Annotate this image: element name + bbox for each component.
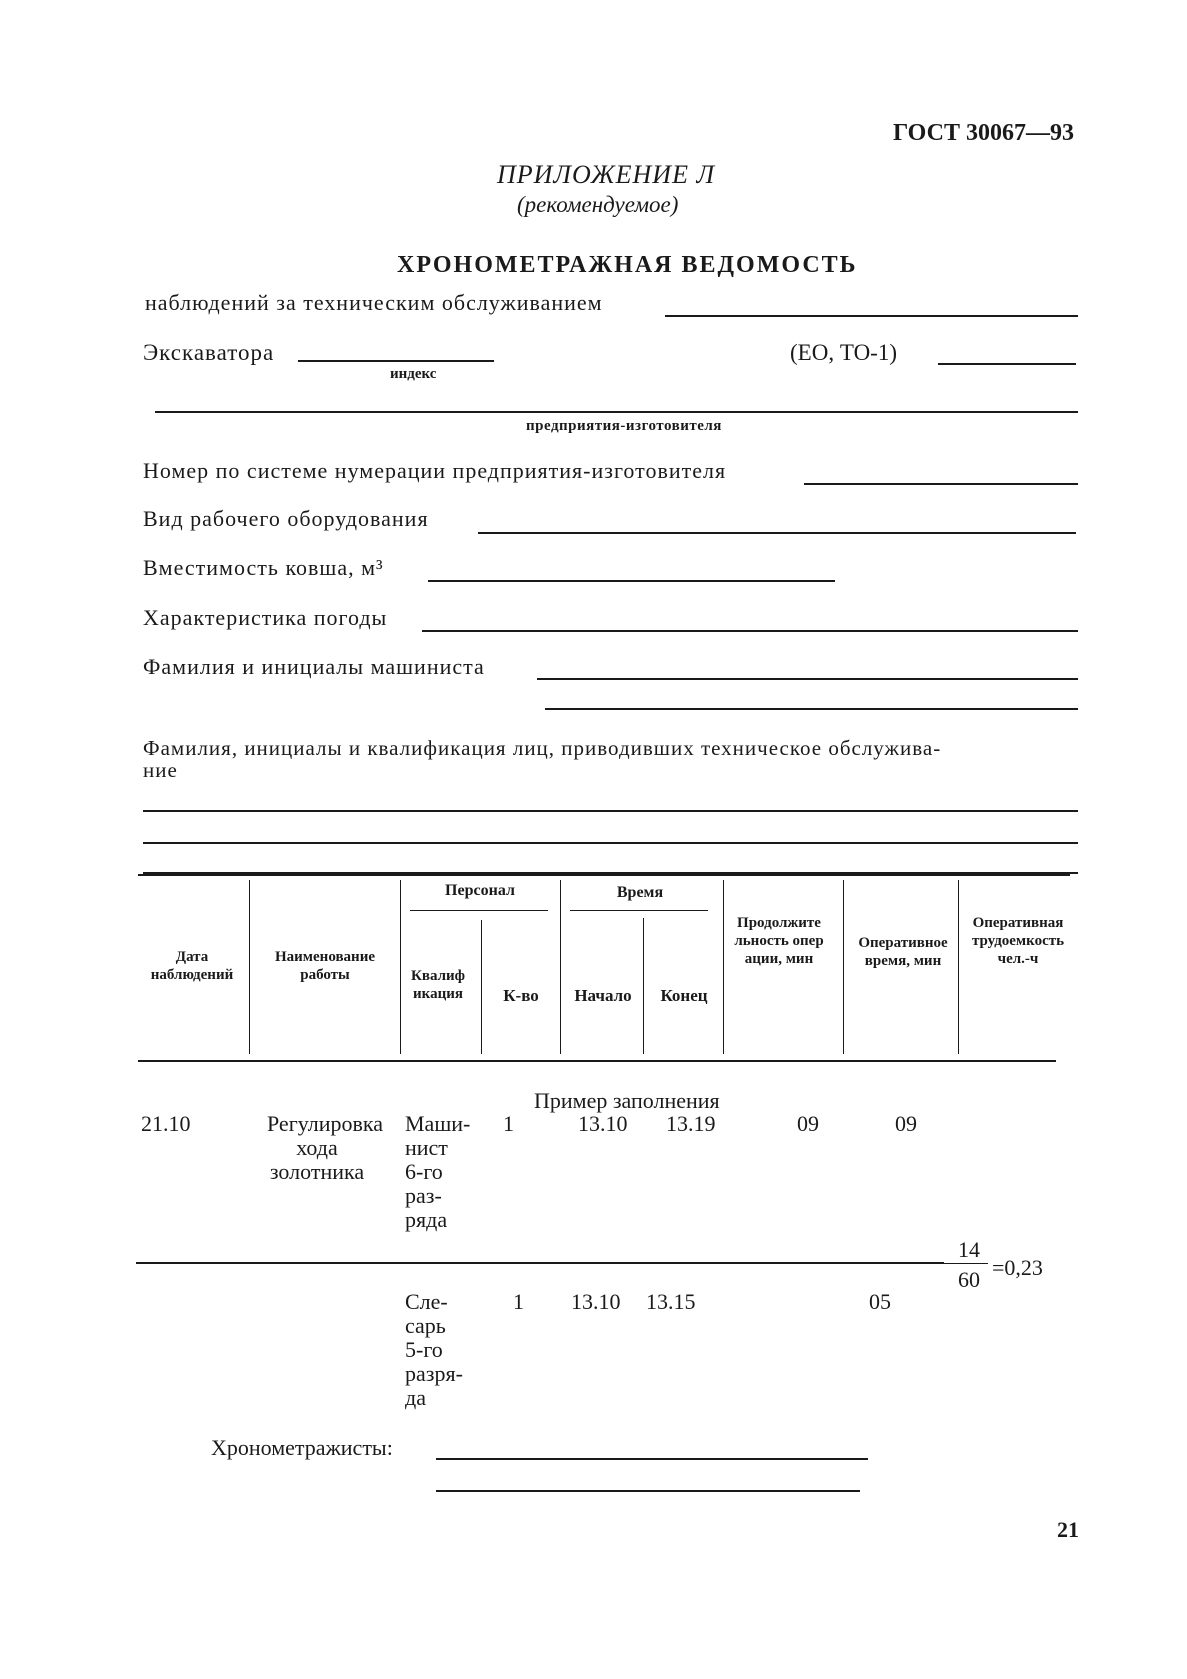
- header-time: Время: [616, 884, 664, 901]
- observations-label: наблюдений за техническим обслуживанием: [145, 290, 603, 315]
- equipment-type-blank[interactable]: [478, 532, 1076, 534]
- col-divider: [643, 918, 644, 1054]
- fraction-result: =0,23: [992, 1255, 1043, 1280]
- row1-qual-line5: ряда: [405, 1207, 448, 1232]
- manufacturer-blank[interactable]: [155, 411, 1078, 413]
- header-count: К-во: [503, 986, 539, 1005]
- header-work-name: Наименование работы: [275, 949, 375, 983]
- index-caption: индекс: [390, 366, 437, 382]
- timekeepers-label: Хронометражисты:: [211, 1435, 393, 1460]
- row1-work-line2: хода: [296, 1135, 338, 1160]
- operator-name-label: Фамилия и инициалы машиниста: [143, 654, 485, 679]
- fraction-bar: [944, 1263, 988, 1264]
- appendix-note: (рекомендуемое): [517, 192, 679, 217]
- row2-qual-line5: да: [405, 1385, 426, 1410]
- observations-blank[interactable]: [665, 315, 1078, 317]
- excavator-label: Экскаватора: [143, 340, 275, 365]
- header-labor-intensity: Оперативная трудоемкость чел.-ч: [971, 915, 1065, 967]
- manufacturer-caption: предприятия-изготовителя: [526, 418, 722, 434]
- personnel-subrule: [410, 910, 548, 911]
- excavator-index-blank[interactable]: [298, 360, 494, 362]
- header-duration: Продолжительность операции, мин: [734, 915, 824, 967]
- col-divider: [249, 880, 250, 1054]
- row2-operative: 05: [869, 1289, 891, 1314]
- page-number: 21: [1057, 1517, 1079, 1542]
- personnel-label-line1: Фамилия, инициалы и квалификация лиц, приводивших техническое обслужива-: [143, 736, 942, 760]
- serial-number-label: Номер по системе нумерации предприятия-изготовителя: [143, 458, 727, 483]
- row2-start: 13.10: [571, 1289, 621, 1314]
- row2-end: 13.15: [646, 1289, 696, 1314]
- row1-end: 13.19: [666, 1111, 716, 1136]
- serial-number-blank[interactable]: [804, 483, 1078, 485]
- fraction-denominator: 60: [958, 1267, 980, 1292]
- header-qualification: Квалификация: [410, 968, 466, 1002]
- personnel-blank-2[interactable]: [143, 842, 1078, 844]
- row1-qual-line4: раз-: [405, 1183, 442, 1208]
- personnel-blank-1[interactable]: [143, 810, 1078, 812]
- operator-name-blank-2[interactable]: [545, 708, 1078, 710]
- timekeepers-blank-2[interactable]: [436, 1490, 860, 1492]
- document-title: ХРОНОМЕТРАЖНАЯ ВЕДОМОСТЬ: [397, 252, 858, 278]
- row1-date: 21.10: [141, 1111, 191, 1136]
- col-divider: [843, 880, 844, 1054]
- header-start: Начало: [574, 986, 632, 1005]
- row2-qual-line4: разря-: [405, 1361, 463, 1386]
- row1-start: 13.10: [578, 1111, 628, 1136]
- col-divider: [481, 920, 482, 1054]
- col-divider: [958, 880, 959, 1054]
- appendix-title: ПРИЛОЖЕНИЕ Л: [497, 160, 716, 189]
- standard-number: ГОСТ 30067—93: [893, 120, 1074, 146]
- col-divider: [400, 880, 401, 1054]
- header-date: Дата наблюдений: [150, 949, 234, 983]
- equipment-type-label: Вид рабочего оборудования: [143, 506, 429, 531]
- time-subrule: [570, 910, 708, 911]
- row2-qual-line2: сарь: [405, 1313, 446, 1338]
- example-caption: Пример заполнения: [534, 1088, 720, 1113]
- bucket-capacity-blank[interactable]: [428, 580, 835, 582]
- table-header-bottom-rule: [138, 1060, 1056, 1062]
- weather-label: Характеристика погоды: [143, 605, 388, 630]
- row2-qual-line1: Сле-: [405, 1289, 448, 1314]
- service-type-label: (ЕО, ТО-1): [790, 340, 897, 365]
- row1-duration: 09: [797, 1111, 819, 1136]
- fraction-numerator: 14: [958, 1237, 980, 1262]
- header-end: Конец: [660, 986, 708, 1005]
- row1-qual-line2: нист: [405, 1135, 448, 1160]
- weather-blank[interactable]: [422, 630, 1078, 632]
- service-type-blank[interactable]: [938, 363, 1076, 365]
- row-separator: [136, 1262, 944, 1264]
- header-personnel: Персонал: [445, 882, 515, 899]
- row1-qual-line3: 6-го: [405, 1159, 443, 1184]
- table-top-rule: [138, 874, 1070, 876]
- row1-count: 1: [503, 1111, 514, 1136]
- bucket-capacity-label: Вместимость ковша, м³: [143, 555, 384, 580]
- header-operative-time: Оперативное время, мин: [858, 935, 948, 969]
- row1-qual-line1: Маши-: [405, 1111, 471, 1136]
- timekeepers-blank-1[interactable]: [436, 1458, 868, 1460]
- row1-work-line3: золотника: [269, 1159, 365, 1184]
- col-divider: [723, 880, 724, 1054]
- row2-count: 1: [513, 1289, 524, 1314]
- row1-work-line1: Регулировка: [266, 1111, 384, 1136]
- row2-qual-line3: 5-го: [405, 1337, 443, 1362]
- row1-operative: 09: [895, 1111, 917, 1136]
- personnel-label-line2: ние: [143, 758, 178, 782]
- col-divider: [560, 880, 561, 1054]
- operator-name-blank[interactable]: [537, 678, 1078, 680]
